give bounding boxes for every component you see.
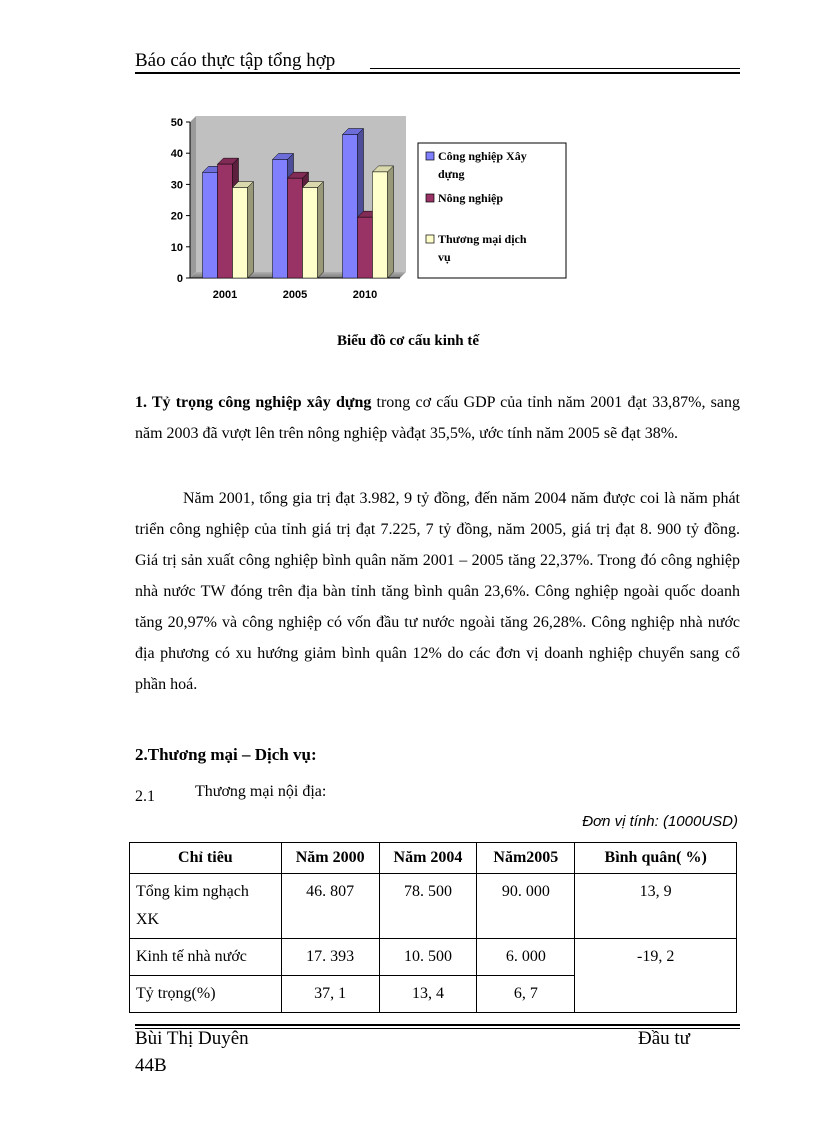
y-tick-label: 20 bbox=[170, 210, 183, 223]
legend-label: dựng bbox=[438, 167, 465, 181]
footer-department: Đầu tư bbox=[638, 1028, 690, 1049]
header-rule-thin bbox=[370, 68, 740, 69]
table-header-cell: Bình quân( %) bbox=[575, 843, 737, 874]
table-cell: 90. 000 bbox=[477, 874, 575, 939]
plot-side-wall bbox=[190, 116, 196, 278]
table-cell: 10. 500 bbox=[379, 939, 477, 976]
table-row bbox=[130, 874, 737, 939]
bar bbox=[273, 159, 288, 278]
paragraph-industry-share bbox=[135, 387, 740, 449]
legend-swatch bbox=[426, 235, 434, 243]
table-cell: Tỷ trọng(%) bbox=[130, 976, 282, 1013]
section-heading-trade: 2.Thương mại – Dịch vụ: bbox=[135, 745, 317, 764]
legend-label: Thương mại dịch bbox=[438, 232, 527, 246]
page-header-title: Báo cáo thực tập tổng hợp bbox=[135, 50, 336, 71]
subsection-title: Thương mại nội địa: bbox=[195, 783, 327, 800]
y-tick-label: 30 bbox=[170, 179, 183, 192]
legend-label: vụ bbox=[438, 250, 451, 264]
legend-label: Công nghiệp Xây bbox=[438, 149, 527, 163]
table-cell: Tổng kim nghạch XK bbox=[130, 874, 282, 939]
table-cell: 6, 7 bbox=[477, 976, 575, 1013]
economic-structure-chart bbox=[160, 110, 580, 310]
table-cell: 78. 500 bbox=[379, 874, 477, 939]
table-cell: 17. 393 bbox=[281, 939, 379, 976]
table-header-cell: Năm 2004 bbox=[379, 843, 477, 874]
subsection-number: 2.1 bbox=[135, 788, 155, 805]
table-cell: 37, 1 bbox=[281, 976, 379, 1013]
table-cell: Kinh tế nhà nước bbox=[130, 939, 282, 976]
bar bbox=[303, 188, 318, 278]
footer-class: 44B bbox=[135, 1055, 167, 1076]
table-header-cell: Năm2005 bbox=[477, 843, 575, 874]
x-tick-label: 2005 bbox=[282, 289, 308, 301]
bar-side bbox=[388, 166, 394, 278]
bar-side bbox=[318, 182, 324, 278]
paragraph-lead: 1. Tỷ trọng công nghiệp xây dựng bbox=[135, 394, 372, 411]
chart-caption: Biểu đồ cơ cấu kinh tế bbox=[336, 333, 480, 349]
table-row bbox=[130, 939, 737, 976]
footer-author: Bùi Thị Duyên bbox=[135, 1028, 249, 1049]
table-cell: 13, 4 bbox=[379, 976, 477, 1013]
legend-label: Nông nghiệp bbox=[438, 191, 504, 205]
trade-table bbox=[129, 842, 737, 1013]
y-tick-label: 40 bbox=[170, 148, 183, 161]
table-cell: 6. 000 bbox=[477, 939, 575, 976]
bar bbox=[358, 217, 373, 278]
bar-side bbox=[248, 182, 254, 278]
footer-rule-thick bbox=[135, 1024, 740, 1026]
y-tick-label: 10 bbox=[170, 241, 183, 254]
table-cell: -19, 2 bbox=[575, 939, 737, 1013]
y-tick-label: 50 bbox=[170, 117, 183, 129]
bar bbox=[218, 164, 233, 278]
table-header-cell: Năm 2000 bbox=[281, 843, 379, 874]
bar bbox=[343, 134, 358, 278]
bar bbox=[373, 172, 388, 278]
bar bbox=[203, 172, 218, 278]
bar bbox=[288, 178, 303, 278]
y-tick-label: 0 bbox=[176, 273, 183, 285]
paragraph-industry-value: Năm 2001, tổng gia trị đạt 3.982, 9 tỷ đồng, đến năm 2004 năm được coi là năm phát triển công nghiệp của tỉnh giá trị đạt 7.225, 7 tỷ đồng, năm 2005, giá trị đạt 8. 900 tỷ đồng. Giá trị sản xuất công nghiệp bình quân năm 2001 – 2005 tăng 22,37%. Trong đó công nghiệp nhà nước TW đóng trên địa bàn tỉnh tăng bình quân 23,6%. Công nghiệp ngoài quốc doanh tăng 20,97% và công nghiệp có vốn đầu tư nước ngoài tăng 26,28%. Công nghiệp nhà nước địa phương có xu hướng giảm bình quân 12% do các đơn vị doanh nghiệp chuyển sang cổ phần hoá. bbox=[135, 490, 740, 693]
x-tick-label: 2010 bbox=[352, 289, 378, 301]
x-tick-label: 2001 bbox=[212, 289, 238, 301]
bar bbox=[233, 188, 248, 278]
unit-label: Đơn vị tính: (1000USD) bbox=[582, 813, 738, 830]
legend-swatch bbox=[426, 152, 434, 160]
table-header-row bbox=[130, 843, 737, 874]
table-header-cell: Chỉ tiêu bbox=[130, 843, 282, 874]
paragraph-text: trong cơ cấu GDP của tỉnh năm 2001 đạt 33,87%, sang năm 2003 đã vượt lên trên nông nghiệp vàđạt 35,5%, ước tính năm 2005 sẽ đạt 38%. bbox=[135, 394, 740, 442]
table-cell: 46. 807 bbox=[281, 874, 379, 939]
legend-swatch bbox=[426, 194, 434, 202]
table-cell: 13, 9 bbox=[575, 874, 737, 939]
header-rule-thick bbox=[135, 72, 740, 74]
